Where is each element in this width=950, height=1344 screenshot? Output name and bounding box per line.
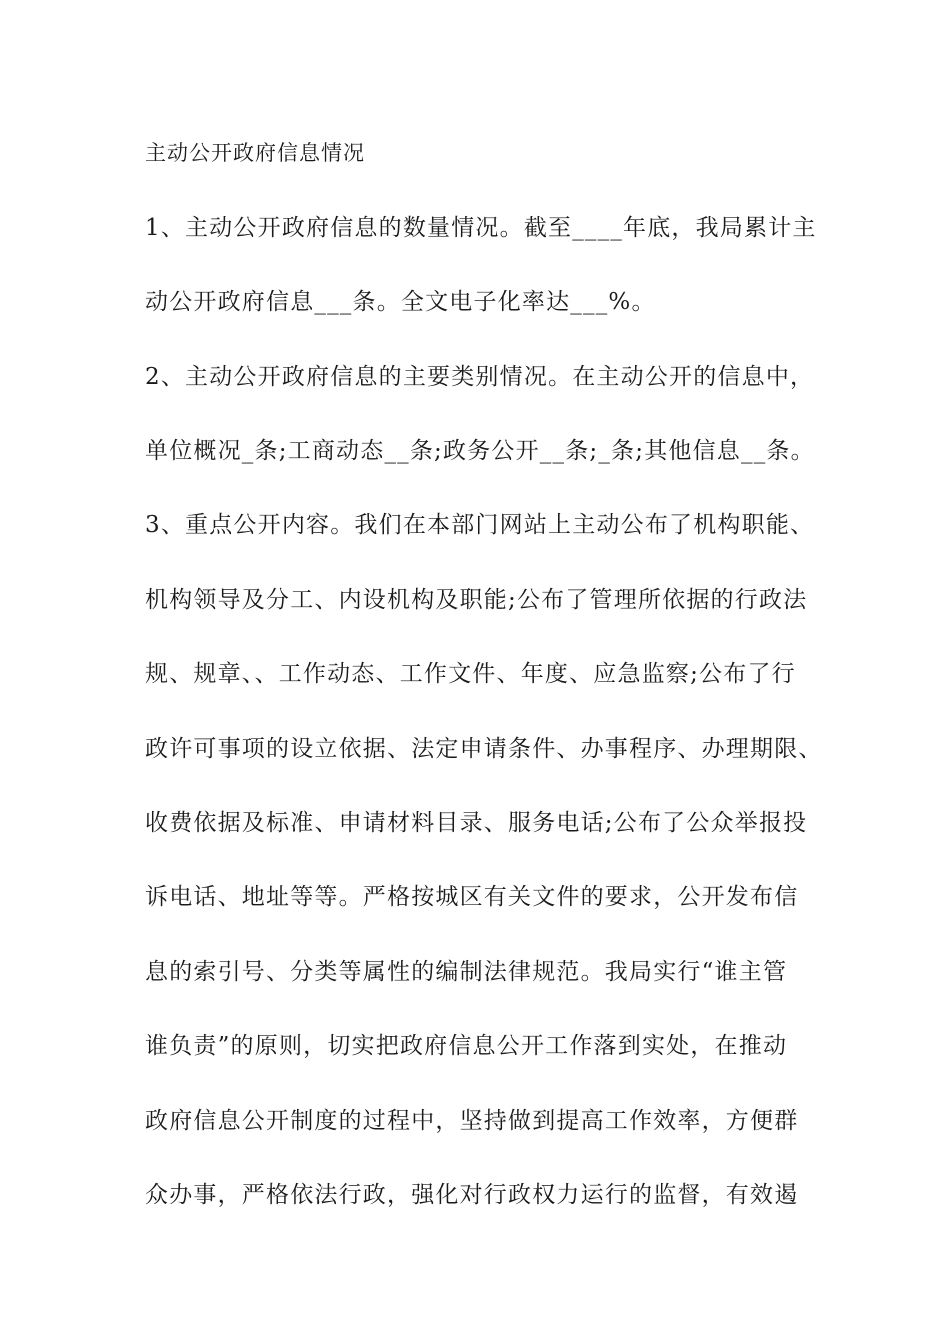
paragraph-line: 谁负责”的原则，切实把政府信息公开工作落到实处，在推动 [145,1033,788,1059]
paragraph-line: 动公开政府信息___条。全文电子化率达___%。 [145,289,656,315]
paragraph-line: 机构领导及分工、内设机构及职能;公布了管理所依据的行政法 [145,587,808,613]
paragraph-line: 规、规章、、工作动态、工作文件、年度、应急监察;公布了行 [145,661,796,687]
paragraph-line: 政府信息公开制度的过程中，坚持做到提高工作效率，方便群 [145,1108,799,1134]
paragraph-line: 诉电话、地址等等。严格按城区有关文件的要求，公开发布信 [145,884,799,910]
paragraph-line: 1、主动公开政府信息的数量情况。截至____年底，我局累计主 [145,215,817,241]
paragraph-line: 政许可事项的设立依据、法定申请条件、办事程序、办理期限、 [145,736,823,762]
paragraph-line: 单位概况_条;工商动态__条;政务公开__条;_条;其他信息__条。 [145,438,815,464]
paragraph-line: 众办事，严格依法行政，强化对行政权力运行的监督，有效遏 [145,1182,799,1208]
document-title: 主动公开政府信息情况 [145,141,365,165]
paragraph-line: 息的索引号、分类等属性的编制法律规范。我局实行“谁主管 [145,959,788,985]
paragraph-line: 2、主动公开政府信息的主要类别情况。在主动公开的信息中， [145,364,815,390]
paragraph-line: 3、重点公开内容。我们在本部门网站上主动公布了机构职能、 [145,512,815,538]
paragraph-line: 收费依据及标准、申请材料目录、服务电话;公布了公众举报投 [145,810,808,836]
